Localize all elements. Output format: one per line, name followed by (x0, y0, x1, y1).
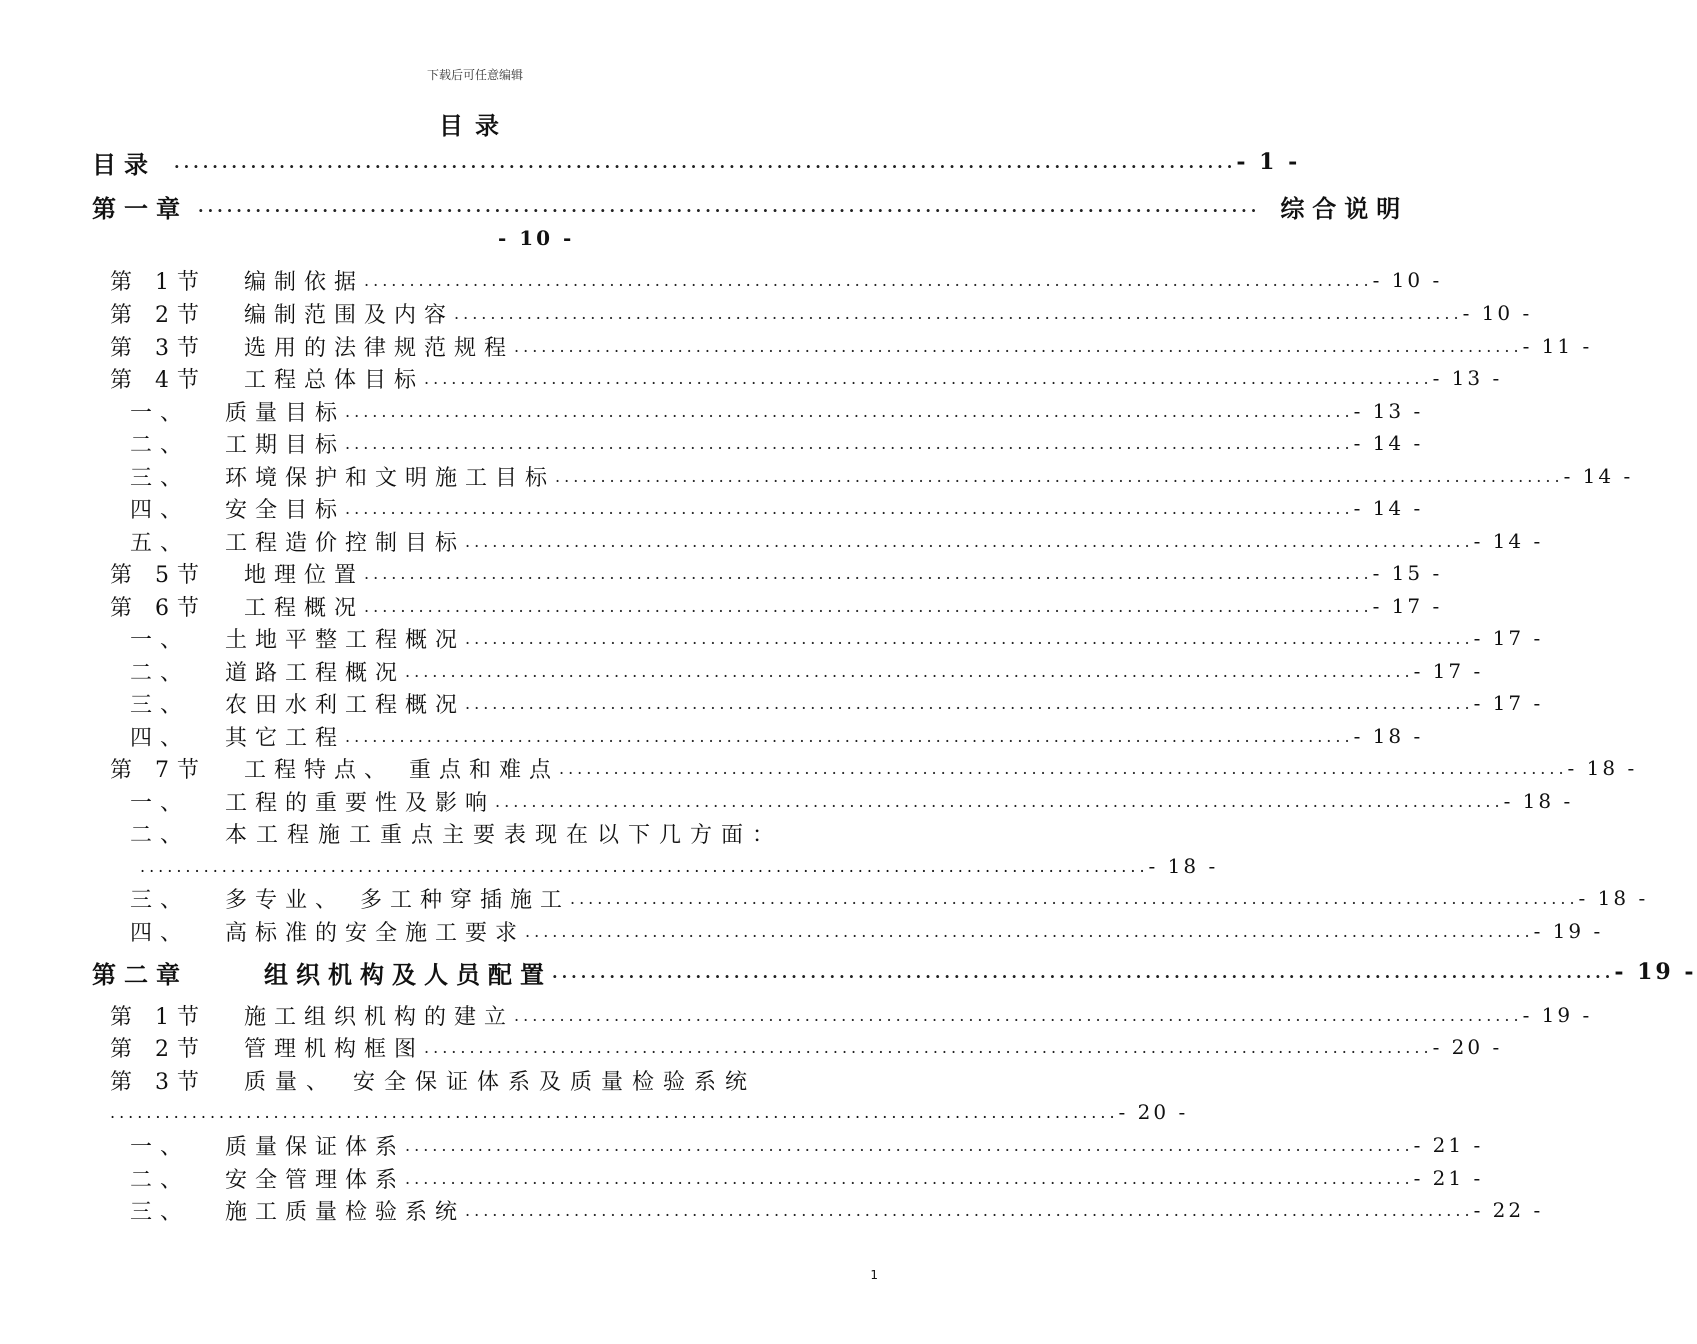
toc-entry-label: 三、 (130, 887, 191, 913)
toc-entry-title: 工期目标 (225, 432, 346, 458)
toc-entry-label: 二、 (130, 660, 191, 686)
toc-entry-label: 二、 (130, 822, 191, 848)
toc-leader: ............................................................................................................... (514, 336, 1523, 356)
toc-entry-label: 目录 (92, 149, 156, 179)
toc-entry[interactable] (110, 362, 1503, 394)
toc-entry-page-line (498, 224, 578, 252)
toc-leader: ............................................................................................................... (345, 726, 1354, 746)
toc-entry[interactable] (130, 882, 1649, 914)
toc-page-number: - 10 - (1462, 301, 1533, 325)
toc-leader: ............................................................................................................... (140, 856, 1149, 876)
toc-leader: ............................................................................................................... (405, 661, 1414, 681)
toc-entry-title: 农田水利工程概况 (225, 692, 466, 718)
toc-entry-title: 高标准的安全施工要求 (225, 920, 526, 946)
toc-leader: ............................................................................................................... (465, 693, 1474, 713)
toc-leader: ............................................................................................................... (552, 962, 1615, 982)
toc-entry-label: 第二章 (92, 959, 188, 989)
page-header: 下载后可任意编辑 (426, 68, 523, 82)
page-number: 1 (870, 1268, 878, 1282)
toc-entry-label: 四、 (130, 725, 191, 751)
toc-entry[interactable] (92, 190, 1409, 223)
toc-entry-title: 环境保护和文明施工目标 (225, 465, 556, 491)
toc-page-number: - 19 - (1522, 1003, 1593, 1027)
toc-page-number: - 19 - (1533, 919, 1604, 943)
toc-page-number: - 10 - (498, 226, 575, 250)
toc-entry-title: 管理机构框图 (244, 1036, 425, 1062)
toc-entry[interactable] (130, 460, 1634, 492)
toc-leader: ............................................................................................................... (424, 368, 1433, 388)
toc-page-number: - 18 - (1148, 854, 1219, 878)
toc-entry-title: 工程概况 (244, 595, 365, 621)
toc-entry[interactable] (110, 264, 1443, 296)
toc-entry-title: 工程特点、 重点和难点 (244, 757, 559, 783)
toc-entry-title: 工程造价控制目标 (225, 530, 466, 556)
toc-page-number: - 10 - (1372, 268, 1443, 292)
toc-entry[interactable] (130, 525, 1544, 557)
toc-page-number: - 17 - (1473, 626, 1544, 650)
toc-leader: ............................................................................................................... (465, 628, 1474, 648)
toc-leader: ............................................................................................................... (198, 196, 1261, 216)
toc-entry-title: 多专业、 多工种穿插施工 (225, 887, 570, 913)
toc-leader: ............................................................................................................... (514, 1005, 1523, 1025)
toc-entry-label: 第 3节 (110, 1069, 207, 1095)
toc-entry[interactable] (110, 557, 1443, 589)
toc-entry-title: 本工程施工重点主要表现在以下几方面： (225, 822, 784, 848)
toc-entry[interactable] (130, 1162, 1484, 1194)
toc-leader: ............................................................................................................... (424, 1037, 1433, 1057)
toc-page-number: - 21 - (1413, 1166, 1484, 1190)
toc-entry-label: 第 1节 (110, 1004, 207, 1030)
toc-page-number: - 14 - (1353, 496, 1424, 520)
toc-page-number: - 14 - (1473, 529, 1544, 553)
toc-title: 目录 (439, 111, 511, 140)
toc-entry-title: 工程总体目标 (244, 367, 425, 393)
toc-entry[interactable] (92, 146, 1301, 179)
toc-page-number: - 21 - (1413, 1133, 1484, 1157)
toc-leader: ............................................................................................................... (345, 401, 1354, 421)
toc-entry-title: 质量保证体系 (225, 1134, 406, 1160)
toc-entry-title: 安全管理体系 (225, 1167, 406, 1193)
toc-entry[interactable] (130, 427, 1424, 459)
toc-leader: ............................................................................................................... (345, 498, 1354, 518)
toc-entry[interactable] (130, 655, 1484, 687)
toc-entry[interactable] (92, 956, 1697, 989)
toc-entry-title: 工程的重要性及影响 (225, 790, 496, 816)
toc-entry-title: 选用的法律规范规程 (244, 335, 515, 361)
toc-entry[interactable] (130, 817, 890, 849)
toc-leader: ............................................................................................................... (364, 563, 1373, 583)
toc-page-number: - 17 - (1372, 594, 1443, 618)
toc-entry-title: 质量、 安全保证体系及质量检验系统 (244, 1069, 756, 1095)
toc-entry-label: 四、 (130, 497, 191, 523)
toc-entry[interactable] (110, 590, 1443, 622)
toc-leader: ............................................................................................................... (364, 270, 1373, 290)
toc-entry-label: 三、 (130, 465, 191, 491)
toc-entry[interactable] (110, 999, 1593, 1031)
toc-entry-label: 第 2节 (110, 1036, 207, 1062)
toc-entry-label: 第 1节 (110, 269, 207, 295)
toc-entry[interactable] (130, 687, 1544, 719)
toc-entry[interactable] (130, 915, 1604, 947)
toc-entry-title: 土地平整工程概况 (225, 627, 466, 653)
toc-page-number: - 13 - (1353, 399, 1424, 423)
toc-leader: ............................................................................................................... (454, 303, 1463, 323)
toc-entry[interactable] (130, 785, 1574, 817)
toc-entry[interactable] (130, 720, 1424, 752)
toc-entry[interactable] (110, 297, 1533, 329)
toc-entry-label: 第一章 (92, 193, 188, 223)
toc-leader: ............................................................................................................... (495, 791, 1504, 811)
toc-entry-title: 施工质量检验系统 (225, 1199, 466, 1225)
toc-page-number: - 19 - (1614, 959, 1697, 985)
toc-entry-title: 质量目标 (225, 400, 346, 426)
toc-page-number: - 20 - (1432, 1035, 1503, 1059)
toc-page-number: - 15 - (1372, 561, 1443, 585)
toc-entry-label: 第 3节 (110, 335, 207, 361)
toc-entry[interactable] (110, 1031, 1503, 1063)
toc-page-number: - 18 - (1503, 789, 1574, 813)
toc-leader: ............................................................................................................... (405, 1135, 1414, 1155)
toc-entry-label: 一、 (130, 1134, 191, 1160)
toc-page-number: - 17 - (1473, 691, 1544, 715)
toc-entry-title: 组织机构及人员配置 (264, 959, 552, 989)
toc-leader: ............................................................................................................... (345, 433, 1354, 453)
toc-leader: ............................................................................................................... (559, 758, 1568, 778)
toc-entry-title: 安全目标 (225, 497, 346, 523)
toc-leader: ............................................................................................................... (174, 152, 1237, 172)
toc-entry-label: 第 7节 (110, 757, 207, 783)
toc-page-number: - 18 - (1353, 724, 1424, 748)
toc-entry-continuation (110, 1098, 1189, 1126)
toc-entry[interactable] (130, 395, 1424, 427)
toc-leader: ............................................................................................................... (525, 921, 1534, 941)
toc-entry-label: 三、 (130, 1199, 191, 1225)
toc-page-number: - 14 - (1353, 431, 1424, 455)
toc-entry-title: 施工组织机构的建立 (244, 1004, 515, 1030)
toc-leader: ............................................................................................................... (405, 1168, 1414, 1188)
toc-entry-continuation (140, 852, 1219, 880)
toc-entry[interactable] (130, 1129, 1484, 1161)
toc-leader: ............................................................................................................... (555, 466, 1564, 486)
toc-entry-label: 二、 (130, 1167, 191, 1193)
toc-entry-title: 地理位置 (244, 562, 365, 588)
toc-entry[interactable] (110, 330, 1593, 362)
toc-leader: ............................................................................................................... (465, 531, 1474, 551)
toc-page-number: - 17 - (1413, 659, 1484, 683)
toc-page-number: - 20 - (1118, 1100, 1189, 1124)
toc-entry-label: 二、 (130, 432, 191, 458)
toc-entry-title: 其它工程 (225, 725, 346, 751)
toc-page-number: - 22 - (1473, 1198, 1544, 1222)
toc-page-number: - 13 - (1432, 366, 1503, 390)
toc-entry-label: 五、 (130, 530, 191, 556)
toc-page-number: - 11 - (1522, 334, 1593, 358)
toc-entry[interactable] (130, 622, 1544, 654)
toc-leader: ............................................................................................................... (364, 596, 1373, 616)
toc-page-number: - 14 - (1563, 464, 1634, 488)
toc-entry-title: 综合说明 (1280, 193, 1409, 223)
toc-entry-label: 第 6节 (110, 595, 207, 621)
toc-entry-label: 三、 (130, 692, 191, 718)
toc-page-number: - 18 - (1578, 886, 1649, 910)
toc-entry-label: 第 4节 (110, 367, 207, 393)
toc-leader: ............................................................................................................... (110, 1102, 1119, 1122)
toc-entry-label: 四、 (130, 920, 191, 946)
toc-entry-title: 道路工程概况 (225, 660, 406, 686)
toc-entry-title: 编制依据 (244, 269, 365, 295)
toc-leader: ............................................................................................................... (465, 1200, 1474, 1220)
toc-entry-label: 一、 (130, 400, 191, 426)
toc-entry-title: 编制范围及内容 (244, 302, 455, 328)
toc-entry[interactable] (130, 1194, 1544, 1226)
toc-entry[interactable] (110, 752, 1638, 784)
toc-page-number: - 1 - (1236, 149, 1301, 175)
toc-entry-label: 一、 (130, 627, 191, 653)
toc-entry-label: 第 5节 (110, 562, 207, 588)
toc-page-number: - 18 - (1567, 756, 1638, 780)
toc-entry[interactable] (110, 1064, 870, 1096)
toc-entry[interactable] (130, 492, 1424, 524)
toc-leader: ............................................................................................................... (570, 888, 1579, 908)
toc-entry-label: 第 2节 (110, 302, 207, 328)
toc-entry-label: 一、 (130, 790, 191, 816)
